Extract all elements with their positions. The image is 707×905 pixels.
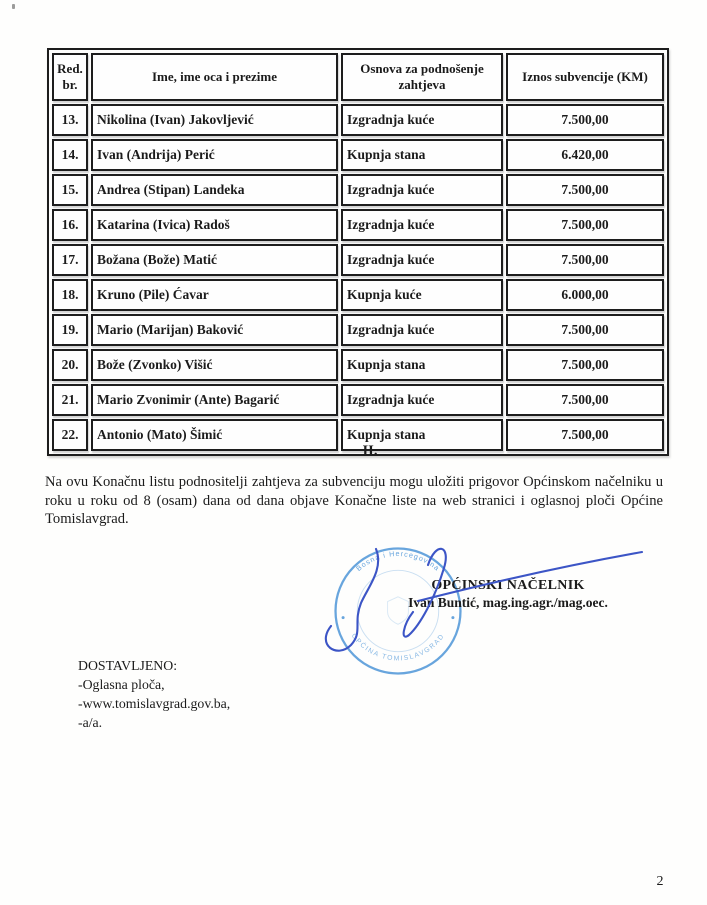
page-number: 2 [656, 874, 664, 889]
table-row [52, 349, 664, 381]
row-number: 17. [52, 244, 88, 276]
row-number: 13. [52, 104, 88, 136]
row-number: 16. [52, 209, 88, 241]
row-name: Nikolina (Ivan) Jakovljević [91, 104, 338, 136]
header-red-br: Red. br. [52, 53, 88, 101]
header-iznos: Iznos subvencije (KM) [506, 53, 664, 101]
header-osnova: Osnova za podnošenje zahtjeva [341, 53, 503, 101]
table-row [52, 209, 664, 241]
row-basis: Izgradnja kuće [341, 244, 503, 276]
table-row [52, 384, 664, 416]
signature-block [385, 578, 631, 611]
table-row [52, 139, 664, 171]
row-name: Mario (Marijan) Baković [91, 314, 338, 346]
row-amount: 7.500,00 [506, 419, 664, 451]
row-amount: 7.500,00 [506, 384, 664, 416]
table-row [52, 279, 664, 311]
row-amount: 6.000,00 [506, 279, 664, 311]
row-amount: 7.500,00 [506, 314, 664, 346]
row-name: Kruno (Pile) Ćavar [91, 279, 338, 311]
appeal-paragraph: Na ovu Konačnu listu podnositelji zahtjeva za subvenciju mogu uložiti prigovor Općinskom načelniku u roku u roku od 8 (osam) dana od dana objave Konačne liste na web stranici i oglasnoj ploči Općine Tomislavgrad. [45, 474, 663, 528]
signer-title: OPĆINSKI NAČELNIK [431, 578, 585, 593]
row-name: Andrea (Stipan) Landeka [91, 174, 338, 206]
delivered-item: -Oglasna ploča, [78, 677, 165, 692]
table-header-row [52, 53, 664, 101]
table-row [52, 314, 664, 346]
row-name: Katarina (Ivica) Radoš [91, 209, 338, 241]
delivered-title: DOSTAVLJENO: [78, 658, 178, 673]
delivered-section [78, 656, 230, 732]
header-ime: Ime, ime oca i prezime [91, 53, 338, 101]
row-name: Božana (Bože) Matić [91, 244, 338, 276]
row-amount: 6.420,00 [506, 139, 664, 171]
row-name: Ivan (Andrija) Perić [91, 139, 338, 171]
stamp-dot-right [451, 616, 454, 619]
svg-text:Bosna i Hercegovina [354, 549, 442, 573]
row-amount: 7.500,00 [506, 349, 664, 381]
row-number: 22. [52, 419, 88, 451]
stamp-bottom-text: OPĆINA TOMISLAVGRAD [349, 632, 447, 663]
row-number: 21. [52, 384, 88, 416]
stamp-top-text: Bosna i Hercegovina [354, 549, 442, 573]
stamp-outer-ring [336, 549, 461, 674]
municipal-stamp-icon [327, 540, 469, 682]
row-number: 14. [52, 139, 88, 171]
row-basis: Kupnja stana [341, 139, 503, 171]
delivered-item: -www.tomislavgrad.gov.ba, [78, 696, 231, 711]
table-row [52, 104, 664, 136]
row-number: 19. [52, 314, 88, 346]
section-numeral: II. [362, 443, 378, 459]
row-basis: Izgradnja kuće [341, 209, 503, 241]
row-basis: Izgradnja kuće [341, 174, 503, 206]
row-number: 20. [52, 349, 88, 381]
row-basis: Kupnja kuće [341, 279, 503, 311]
row-amount: 7.500,00 [506, 174, 664, 206]
delivered-item: -a/a. [78, 715, 103, 730]
row-name: Mario Zvonimir (Ante) Bagarić [91, 384, 338, 416]
row-amount: 7.500,00 [506, 104, 664, 136]
subsidy-table [47, 48, 669, 456]
row-name: Antonio (Mato) Šimić [91, 419, 338, 451]
row-basis: Izgradnja kuće [341, 314, 503, 346]
svg-text:OPĆINA TOMISLAVGRAD [350, 633, 446, 663]
signer-name: Ivan Buntić, mag.ing.agr./mag.oec. [408, 595, 608, 610]
table-row [52, 244, 664, 276]
scan-artifact-dot [12, 4, 15, 9]
row-number: 15. [52, 174, 88, 206]
row-basis: Izgradnja kuće [341, 104, 503, 136]
row-amount: 7.500,00 [506, 244, 664, 276]
stamp-dot-left [342, 616, 345, 619]
row-basis: Kupnja stana [341, 419, 503, 451]
row-basis: Kupnja stana [341, 349, 503, 381]
row-number: 18. [52, 279, 88, 311]
row-name: Bože (Zvonko) Višić [91, 349, 338, 381]
table-row [52, 174, 664, 206]
row-amount: 7.500,00 [506, 209, 664, 241]
row-basis: Izgradnja kuće [341, 384, 503, 416]
